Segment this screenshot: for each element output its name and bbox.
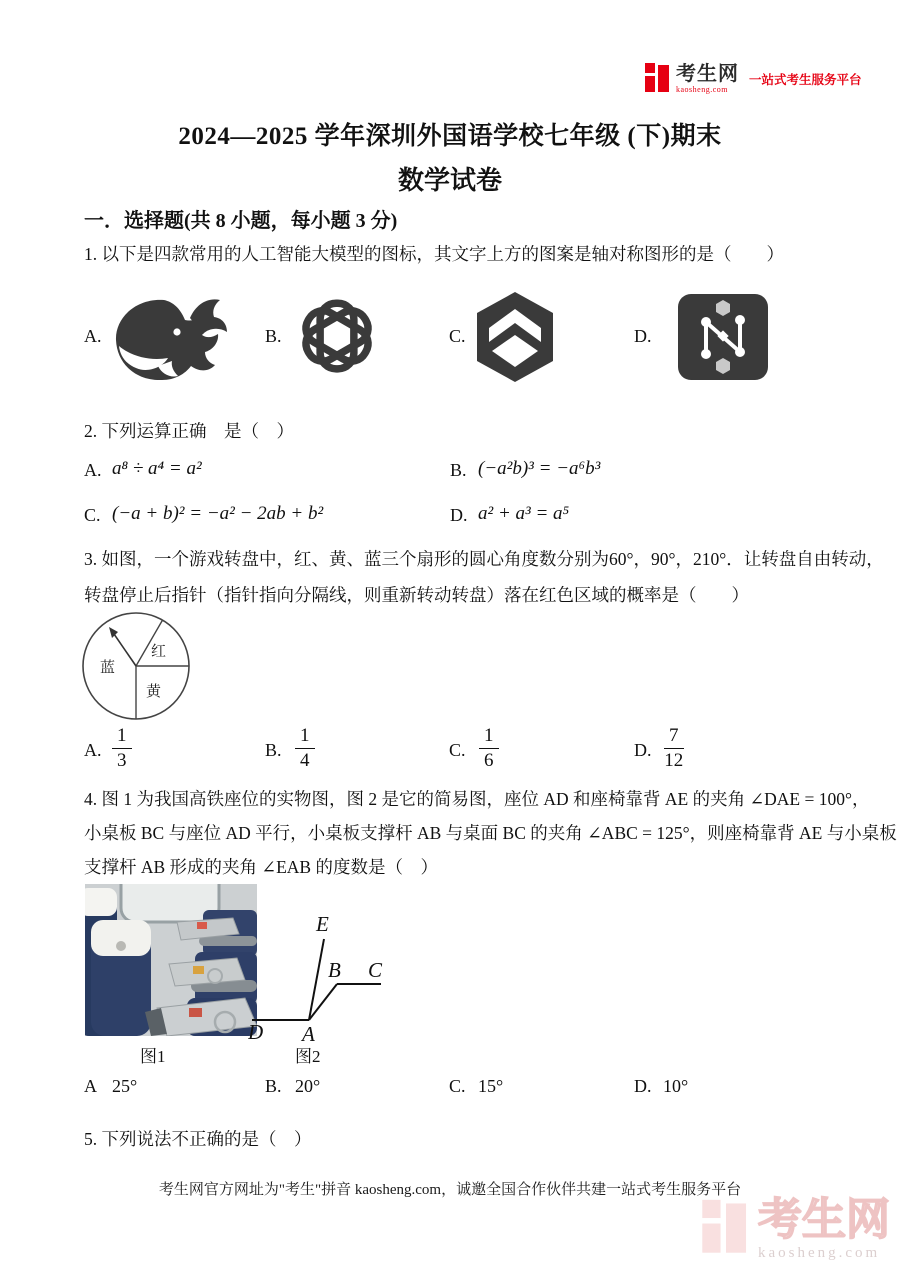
q1-option-d-label: D. bbox=[634, 326, 652, 346]
fraction-denominator: 3 bbox=[117, 749, 127, 771]
fraction-numerator: 1 bbox=[295, 726, 315, 749]
q3-option-c-label: C. bbox=[449, 740, 466, 760]
seat-geometry-diagram bbox=[248, 893, 433, 1043]
fig2-point-b: B bbox=[328, 958, 341, 982]
fig2-point-d: D bbox=[248, 1020, 264, 1043]
page-title-line2: 数学试卷 bbox=[397, 166, 502, 195]
watermark bbox=[702, 1195, 890, 1261]
q2-option-a-formula: a⁸ ÷ a⁴ = a² bbox=[112, 458, 202, 479]
q2-option-b-label: B. bbox=[450, 460, 467, 480]
q4-option-c-value: 15° bbox=[478, 1076, 504, 1096]
q2-option-c-label: C. bbox=[84, 505, 101, 525]
q3-option-a-label: A. bbox=[84, 740, 102, 760]
kaosheng-logo-icon bbox=[645, 62, 671, 96]
fig2-point-e: E bbox=[316, 912, 329, 936]
fig2-point-a: A bbox=[302, 1022, 315, 1043]
question-4-line3: 支撑杆 AB 形成的夹角 ∠EAB 的度数是（ ） bbox=[84, 857, 438, 877]
q4-option-d-value: 10° bbox=[663, 1076, 689, 1096]
fraction-numerator: 7 bbox=[664, 726, 684, 749]
question-1-text: 1. 以下是四款常用的人工智能大模型的图标，其文字上方的图案是轴对称图形的是（ ） bbox=[84, 244, 784, 264]
fraction-denominator: 4 bbox=[300, 749, 310, 771]
question-3-line2: 转盘停止后指针（指针指向分隔线，则重新转动转盘）落在红色区域的概率是（ ） bbox=[84, 585, 749, 605]
q3-option-a-fraction bbox=[112, 726, 132, 771]
question-4-line1: 4. 图 1 为我国高铁座位的实物图，图 2 是它的简易图，座位 AD 和座椅靠背 AE 的夹角 ∠DAE = 100°， bbox=[84, 789, 870, 809]
brand-tagline: 一站式考生服务平台 bbox=[749, 73, 862, 87]
q2-option-a-label: A. bbox=[84, 460, 102, 480]
question-5-text: 5. 下列说法不正确的是（ ） bbox=[84, 1129, 312, 1149]
q3-option-c-fraction bbox=[479, 726, 499, 771]
q4-option-c-label: C. bbox=[449, 1076, 466, 1096]
question-2-text: 2. 下列运算正确 是（ ） bbox=[84, 421, 294, 441]
q4-option-b-label: B. bbox=[265, 1076, 282, 1096]
fraction-denominator: 12 bbox=[664, 749, 684, 771]
q2-option-d-formula: a² + a³ = a⁵ bbox=[478, 503, 570, 524]
question-4-line2: 小桌板 BC 与座位 AD 平行，小桌板支撑杆 AB 与桌面 BC 的夹角 ∠ABC = 125°，则座椅靠背 AE 与小桌板 bbox=[84, 823, 897, 843]
q3-option-b-fraction bbox=[295, 726, 315, 771]
fraction-numerator: 1 bbox=[479, 726, 499, 749]
q4-option-b-value: 20° bbox=[295, 1076, 321, 1096]
fig2-point-c: C bbox=[368, 958, 383, 982]
section-heading: 一．选择题(共 8 小题，每小题 3 分) bbox=[84, 210, 398, 232]
train-seat-photo bbox=[85, 884, 257, 1036]
q3-option-d-label: D. bbox=[634, 740, 652, 760]
q1-option-a-label: A. bbox=[84, 326, 102, 346]
fig2-caption: 图2 bbox=[295, 1047, 321, 1066]
openai-knot-icon bbox=[292, 288, 382, 384]
fraction-numerator: 1 bbox=[112, 726, 132, 749]
brand-logo bbox=[645, 62, 862, 96]
fig1-caption: 图1 bbox=[140, 1047, 166, 1066]
deepseek-whale-icon bbox=[106, 294, 228, 382]
q1-option-c-label: C. bbox=[449, 326, 466, 346]
q2-option-d-label: D. bbox=[450, 505, 468, 525]
hexagon-chevron-icon bbox=[468, 290, 562, 384]
question-3-line1: 3. 如图，一个游戏转盘中，红、黄、蓝三个扇形的圆心角度数分别为60°，90°，210°．让转盘自由转动， bbox=[84, 549, 884, 569]
spinner-blue-label: 蓝 bbox=[100, 660, 116, 676]
fraction-denominator: 6 bbox=[484, 749, 494, 771]
page-title-line1: 2024—2025 学年深圳外国语学校七年级 (下)期末 bbox=[178, 123, 722, 150]
spinner-red-label: 红 bbox=[151, 644, 167, 660]
watermark-name: 考生网 bbox=[758, 1195, 890, 1244]
q4-option-d-label: D. bbox=[634, 1076, 652, 1096]
q3-option-b-label: B. bbox=[265, 740, 282, 760]
q3-option-d-fraction bbox=[664, 726, 684, 771]
spinner-yellow-label: 黄 bbox=[146, 684, 162, 700]
spinner-diagram bbox=[78, 610, 203, 730]
q1-option-b-label: B. bbox=[265, 326, 282, 346]
q2-option-c-formula: (−a + b)² = −a² − 2ab + b² bbox=[112, 503, 324, 524]
network-nodes-icon bbox=[676, 292, 770, 382]
brand-name: 考生网 bbox=[676, 63, 739, 85]
q4-option-a-value: 25° bbox=[112, 1076, 138, 1096]
footer-text: 考生网官方网址为"考生"拼音 kaosheng.com，诚邀全国合作伙伴共建一站式考生服务平台 bbox=[158, 1182, 742, 1198]
kaosheng-watermark-icon bbox=[702, 1198, 750, 1260]
q4-option-a-label: A bbox=[84, 1076, 97, 1096]
watermark-domain: kaosheng.com bbox=[758, 1245, 881, 1261]
q2-option-b-formula: (−a²b)³ = −a⁶b³ bbox=[478, 458, 601, 479]
brand-domain: kaosheng.com bbox=[676, 85, 728, 94]
